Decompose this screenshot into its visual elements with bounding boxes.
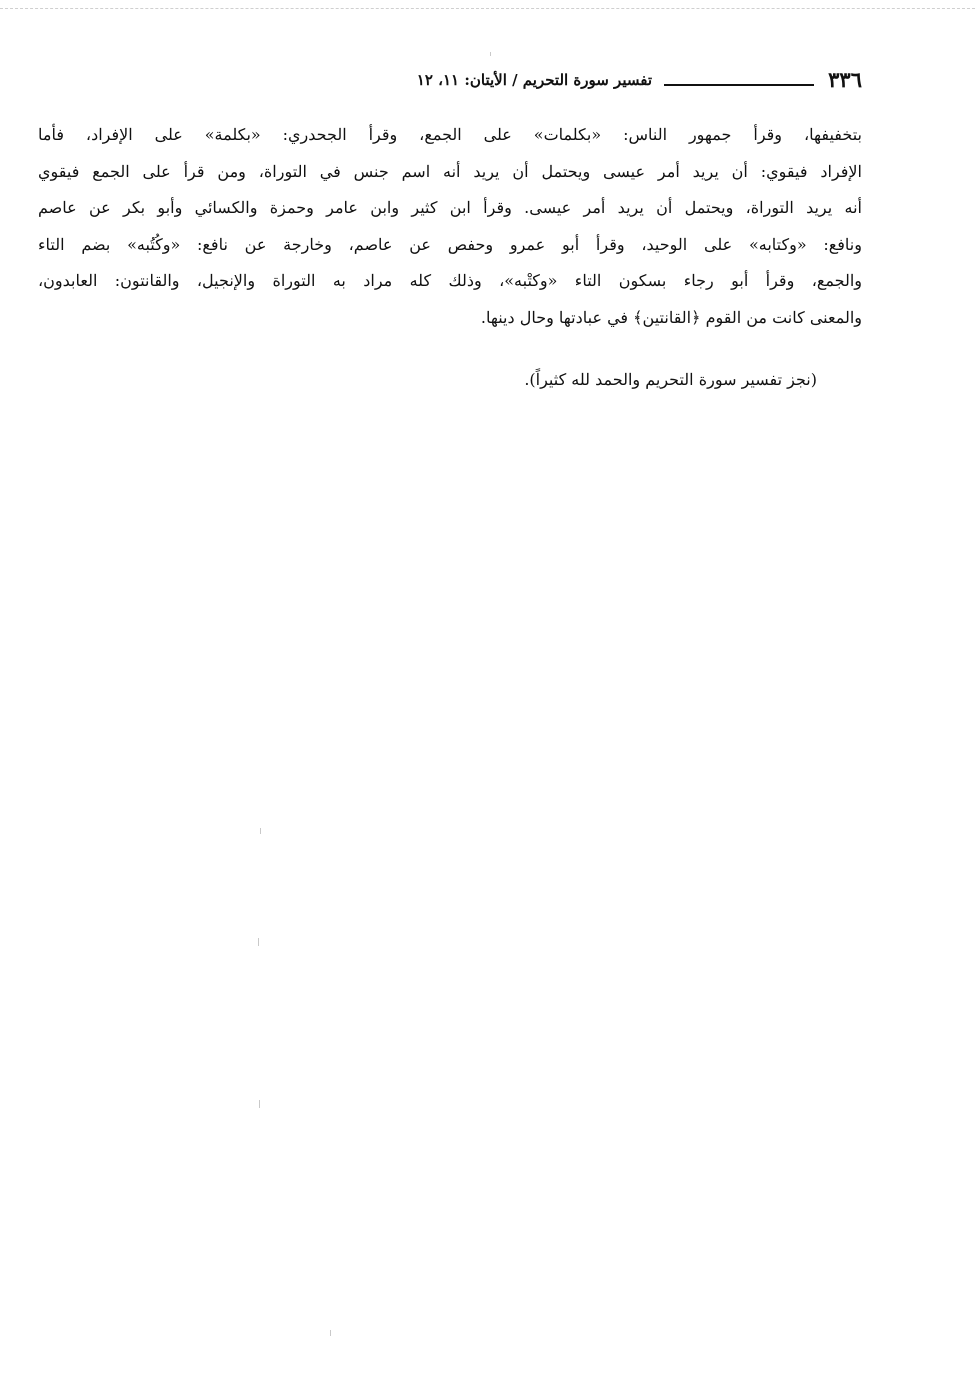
text-line: الإفراد فيقوي: أن يريد أمر عيسى ويحتمل أن يريد أنه اسم جنس في التوراة، ومن قرأ على الجمع فيقوي bbox=[38, 161, 862, 181]
text-line: أنه يريد التوراة، ويحتمل أن يريد أمر عيسى. وقرأ ابن كثير وابن عامر وحمزة والكسائي وأبو بكر عن عاصم bbox=[38, 198, 862, 217]
text-line: بتخفيفها، وقرأ جمهور الناس: «بكلمات» على الجمع، وقرأ الجحدري: «بكلمة» على الإفراد، فأما bbox=[38, 125, 862, 144]
scan-speck bbox=[490, 52, 491, 56]
text-line: والجمع، وقرأ أبو رجاء بسكون التاء «وكتْبه»، وذلك كله مراد به التوراة والإنجيل، والقانتون: العابدون، bbox=[38, 271, 862, 290]
scan-speck bbox=[260, 828, 261, 834]
scan-speck bbox=[330, 1330, 331, 1336]
page-number: ٣٣٦ bbox=[828, 67, 862, 92]
text-line: ونافع: «وكتابه» على الوحيد، وقرأ أبو عمرو وحفص عن عاصم، وخارجة عن نافع: «وكُتُبه» بضم التاء bbox=[38, 234, 862, 254]
scan-speck bbox=[259, 1100, 260, 1108]
colophon: (نجز تفسير سورة التحريم والحمد لله كثيراً). bbox=[524, 370, 817, 389]
scan-speck bbox=[258, 938, 259, 946]
body-text bbox=[38, 117, 862, 336]
running-title: تفسير سورة التحريم / الأيتان: ١١، ١٢ bbox=[416, 71, 652, 89]
header-rule bbox=[664, 84, 814, 86]
scan-edge-line bbox=[0, 8, 975, 9]
text-line: والمعنى كانت من القوم ﴿القانتين﴾ في عبادتها وحال دينها. bbox=[480, 307, 862, 327]
running-header bbox=[40, 66, 862, 94]
